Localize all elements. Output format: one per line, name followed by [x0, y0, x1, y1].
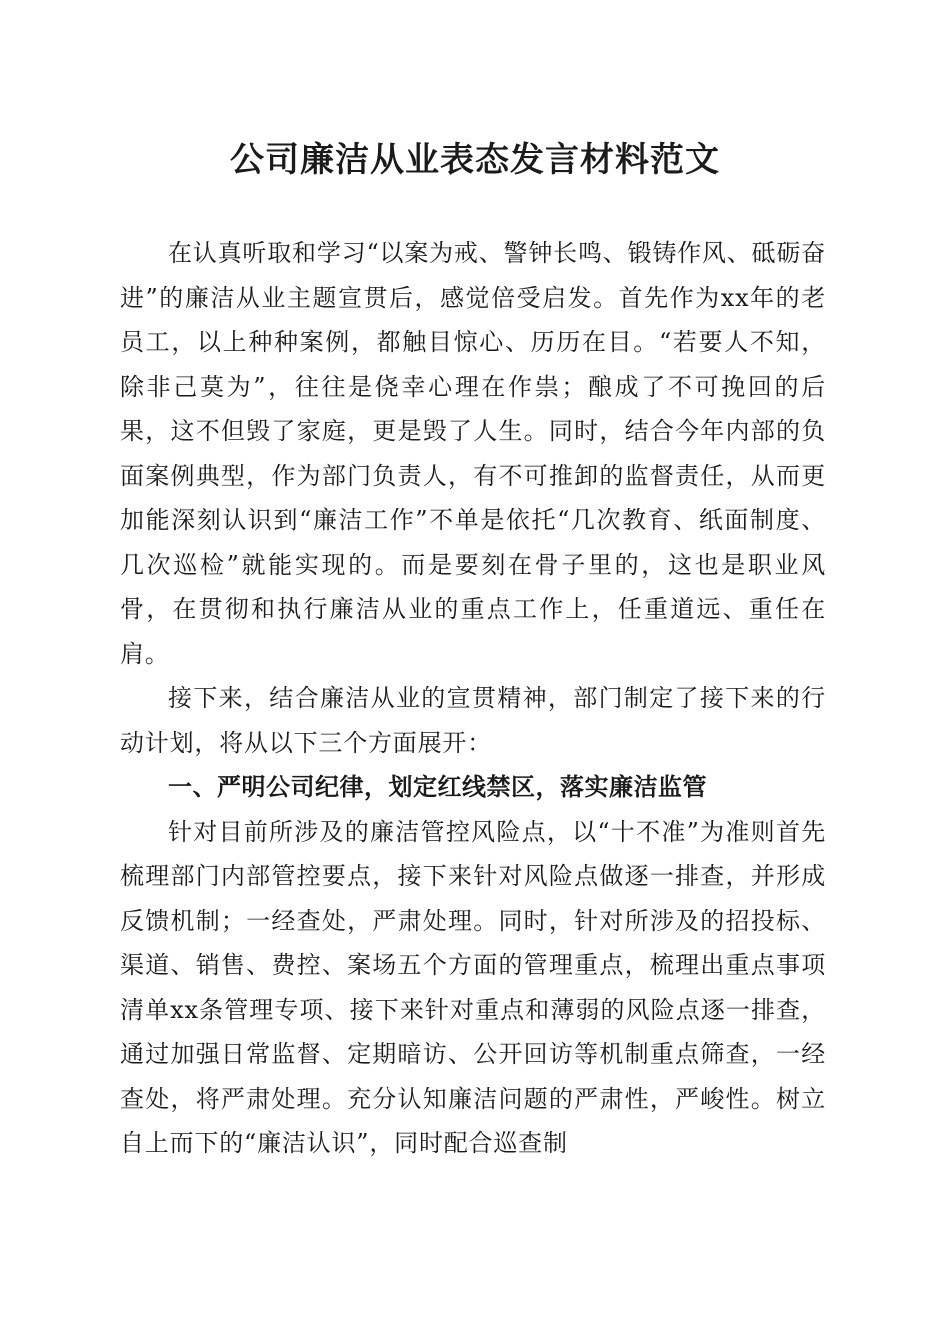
document-title: 公司廉洁从业表态发言材料范文	[230, 140, 720, 180]
paragraph-intro: 在认真听取和学习“以案为戒、警钟长鸣、锻铸作风、砥砺奋进”的廉洁从业主题宣贯后，感觉倍受启发。首先作为xx年的老员工，以上种种案例，都触目惊心、历历在目。“若要人不知，除非己莫为”，往往是侥幸心理在作祟；酿成了不可挽回的后果，这不但毁了家庭，更是毁了人生。同时，结合今年内部的负面案例典型，作为部门负责人，有不可推卸的监督责任，从而更加能深刻认识到“廉洁工作”不单是依托“几次教育、纸面制度、几次巡检”就能实现的。而是要刻在骨子里的，这也是职业风骨，在贯彻和执行廉洁从业的重点工作上，任重道远、重任在肩。	[120, 239, 826, 668]
document-body	[120, 231, 826, 1166]
paragraph-plan: 接下来，结合廉洁从业的宣贯精神，部门制定了接下来的行动计划，将从以下三个方面展开：	[120, 684, 826, 757]
paragraph-section-1: 针对目前所涉及的廉洁管控风险点，以“十不准”为准则首先梳理部门内部管控要点，接下来针对风险点做逐一排查，并形成反馈机制；一经查处，严肃处理。同时，针对所涉及的招投标、渠道、销售、费控、案场五个方面的管理重点，梳理出重点事项清单xx条管理专项、接下来针对重点和薄弱的风险点逐一排查，通过加强日常监督、定期暗访、公开回访等机制重点筛查，一经查处，将严肃处理。充分认知廉洁问题的严肃性，严峻性。树立自上而下的“廉洁认识”，同时配合巡查制	[120, 817, 826, 1157]
section-heading-1: 一、严明公司纪律，划定红线禁区，落实廉洁监管	[168, 773, 707, 801]
